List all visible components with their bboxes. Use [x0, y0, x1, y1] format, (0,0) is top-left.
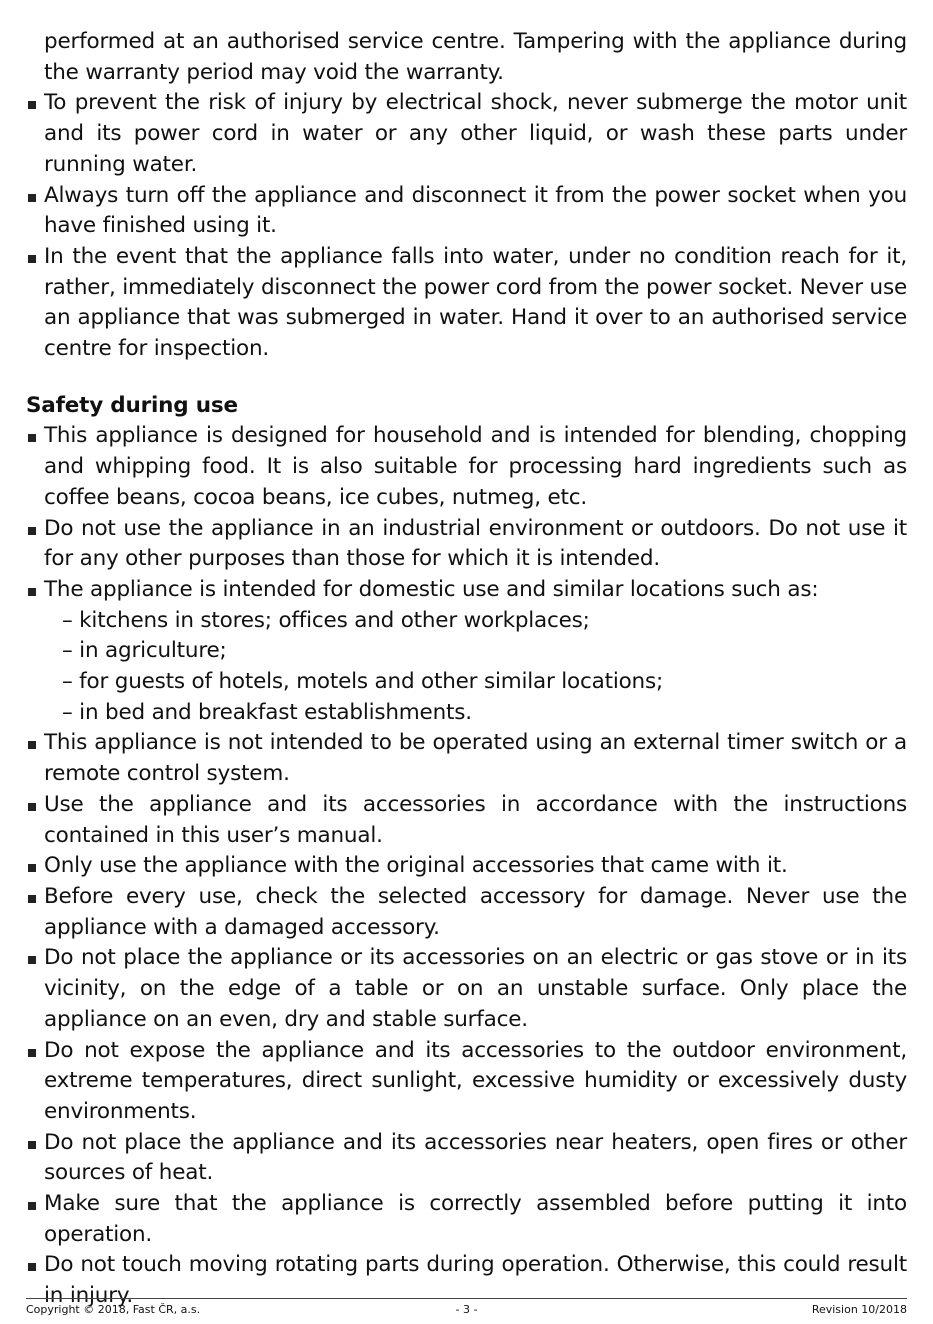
bullet-item: Make sure that the appliance is correctly assembled before putting it into operation. [26, 1189, 907, 1250]
footer-copyright: Copyright © 2018, Fast ČR, a.s. [26, 1303, 201, 1316]
bullet-item: Do not touch moving rotating parts during operation. Otherwise, this could result in injury. [26, 1250, 907, 1311]
bullet-item: Do not expose the appliance and its accessories to the outdoor environment, extreme temperatures, direct sunlight, excessive humidity or excessively dusty environments. [26, 1036, 907, 1128]
bullet-item: In the event that the appliance falls into water, under no condition reach for it, rather, immediately disconnect the power cord from the power socket. Never use an appliance that was submerged in water. Hand it over to an authorised service centre for inspection. [26, 242, 907, 365]
bullet-item: Use the appliance and its accessories in accordance with the instructions contained in this user’s manual. [26, 790, 907, 851]
bullet-item: This appliance is designed for household and is intended for blending, chopping and whipping food. It is also suitable for processing hard ingredients such as coffee beans, cocoa beans, ice cubes, nutmeg, etc. [26, 421, 907, 513]
bullet-item: Do not place the appliance and its accessories near heaters, open fires or other sources of heat. [26, 1128, 907, 1189]
intro-continuation-paragraph: performed at an authorised service centre. Tampering with the appliance during the warranty period may void the warranty. [44, 29, 907, 85]
page-content [26, 27, 907, 1312]
locations-sublist [44, 606, 907, 729]
location-item: – in bed and breakfast establishments. [62, 699, 472, 725]
safety-bullet-list [26, 421, 907, 1311]
bullet-item: Before every use, check the selected accessory for damage. Never use the appliance with a damaged accessory. [26, 882, 907, 943]
footer-revision: Revision 10/2018 [811, 1303, 907, 1316]
location-item: – in agriculture; [62, 638, 227, 664]
locations-intro: The appliance is intended for domestic use and similar locations such as: [44, 576, 819, 602]
bullet-item: Only use the appliance with the original accessories that came with it. [26, 851, 907, 882]
bullet-item: Do not use the appliance in an industrial environment or outdoors. Do not use it for any other purposes than those for which it is intended. [26, 514, 907, 575]
top-bullet-list [26, 88, 907, 364]
bullet-item-locations [26, 575, 907, 729]
page-footer [26, 1298, 907, 1316]
bullet-item: Always turn off the appliance and disconnect it from the power socket when you have finished using it. [26, 181, 907, 242]
section-heading: Safety during use [26, 392, 238, 418]
bullet-item: To prevent the risk of injury by electrical shock, never submerge the motor unit and its power cord in water or any other liquid, or wash these parts under running water. [26, 88, 907, 180]
location-item: – kitchens in stores; offices and other workplaces; [62, 607, 590, 633]
bullet-item: Do not place the appliance or its accessories on an electric or gas stove or in its vicinity, on the edge of a table or on an unstable surface. Only place the appliance on an even, dry and stable surface. [26, 943, 907, 1035]
bullet-item: This appliance is not intended to be operated using an external timer switch or a remote control system. [26, 728, 907, 789]
location-item: – for guests of hotels, motels and other similar locations; [62, 669, 664, 695]
footer-page-number: - 3 - [455, 1303, 478, 1316]
